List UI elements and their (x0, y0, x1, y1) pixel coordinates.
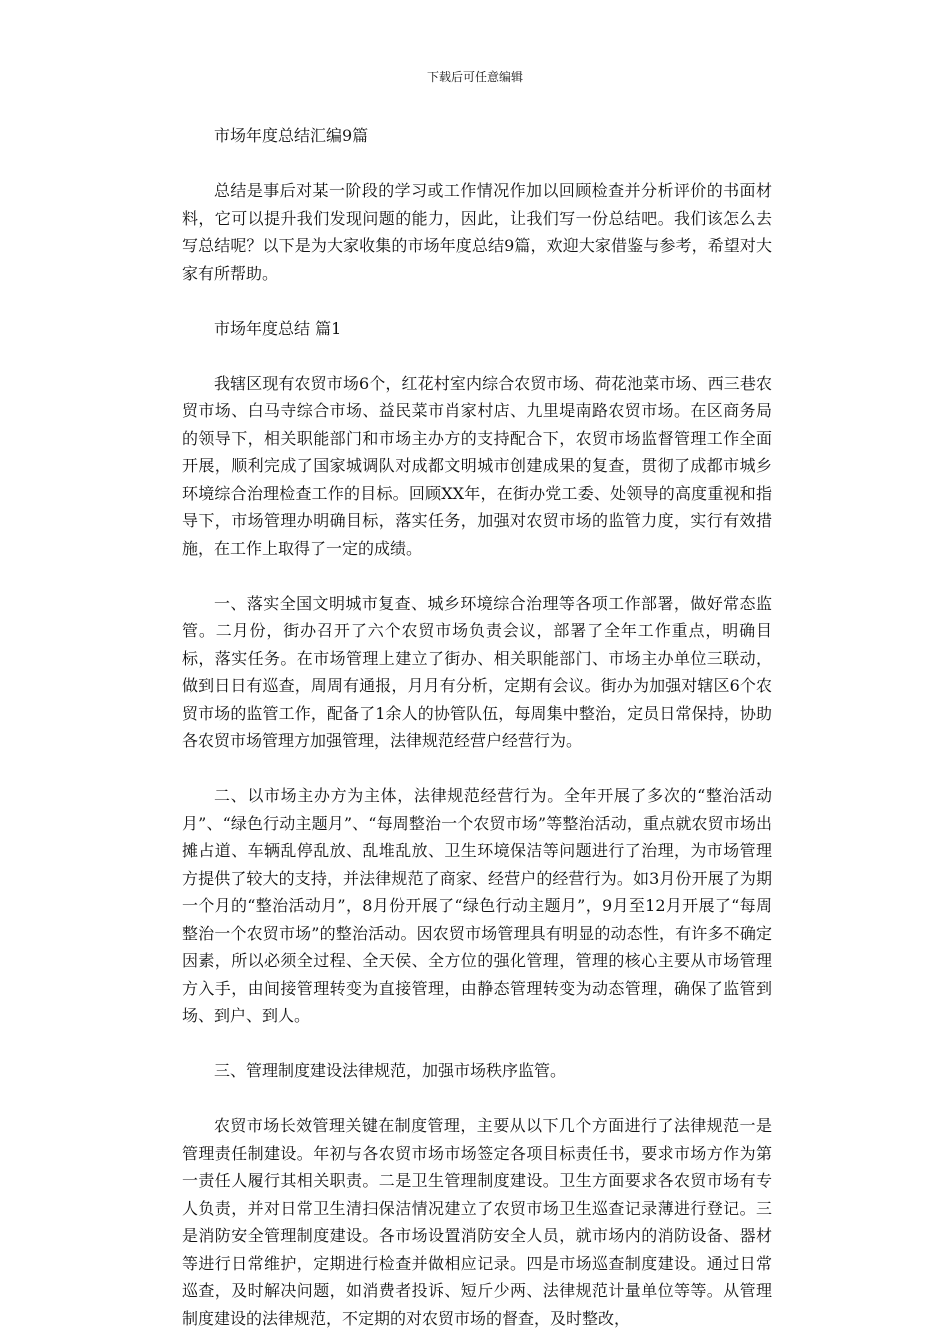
section-heading: 市场年度总结 篇1 (214, 318, 342, 338)
body-paragraph-2: 一、落实全国文明城市复查、城乡环境综合治理等各项工作部署，做好常态监管。二月份，街办召开了六个农贸市场负责会议，部署了全年工作重点，明确目标，落实任务。在市场管理上建立了街办、相关职能部门、市场主办单位三联动，做到日日有巡查，周周有通报，月月有分析，定期有会议。街办为加强对辖区6个农贸市场的监管工作，配备了1余人的协管队伍，每周集中整治，定员日常保持，协助各农贸市场管理方加强管理，法律规范经营户经营行为。 (182, 593, 772, 750)
body-paragraph-3: 二、以市场主办方为主体，法律规范经营行为。全年开展了多次的“整治活动月”、“绿色行动主题月”、“每周整治一个农贸市场”等整治活动，重点就农贸市场出摊占道、车辆乱停乱放、乱堆乱放、卫生环境保洁等问题进行了治理，为市场管理方提供了较大的支持，并法律规范了商家、经营户的经营行为。如3月份开展了为期一个月的“整治活动月”，8月份开展了“绿色行动主题月”，9月至12月开展了“每周整治一个农贸市场”的整治活动。因农贸市场管理具有明显的动态性，有许多不确定因素，所以必须全过程、全天侯、全方位的强化管理，管理的核心主要从市场管理方入手，由间接管理转变为直接管理，由静态管理转变为动态管理，确保了监管到场、到户、到人。 (182, 786, 772, 1025)
sub-heading-3: 三、管理制度建设法律规范，加强市场秩序监管。 (214, 1061, 567, 1080)
document-title: 市场年度总结汇编9篇 (214, 126, 369, 145)
intro-paragraph: 总结是事后对某一阶段的学习或工作情况作加以回顾检查并分析评价的书面材料，它可以提升我们发现问题的能力，因此，让我们写一份总结吧。我们该怎么去写总结呢？以下是为大家收集的市场年度总结9篇，欢迎大家借鉴与参考，希望对大家有所帮助。 (182, 181, 772, 283)
page-header-note: 下载后可任意编辑 (426, 70, 523, 84)
document-body (182, 122, 772, 1332)
body-paragraph-4: 农贸市场长效管理关键在制度管理，主要从以下几个方面进行了法律规范一是管理责任制建设。年初与各农贸市场市场签定各项目标责任书，要求市场方作为第一责任人履行其相关职责。二是卫生管理制度建设。卫生方面要求各农贸市场有专人负责，并对日常卫生清扫保洁情况建立了农贸市场卫生巡查记录薄进行登记。三是消防安全管理制度建设。各市场设置消防安全人员，就市场内的消防设备、器材等进行日常维护，定期进行检查并做相应记录。四是市场巡查制度建设。通过日常巡查，及时解决问题，如消费者投诉、短斤少两、法律规范计量单位等等。从管理制度建设的法律规范，不定期的对农贸市场的督查，及时整改， (182, 1116, 772, 1328)
body-paragraph-1: 我辖区现有农贸市场6个，红花村室内综合农贸市场、荷花池菜市场、西三巷农贸市场、白马寺综合市场、益民菜市肖家村店、九里堤南路农贸市场。在区商务局的领导下，相关职能部门和市场主办方的支持配合下，农贸市场监督管理工作全面开展，顺利完成了国家城调队对成都文明城市创建成果的复查，贯彻了成都市城乡环境综合治理检查工作的目标。回顾XX年，在街办党工委、处领导的高度重视和指导下，市场管理办明确目标，落实任务，加强对农贸市场的监管力度，实行有效措施，在工作上取得了一定的成绩。 (182, 373, 772, 558)
